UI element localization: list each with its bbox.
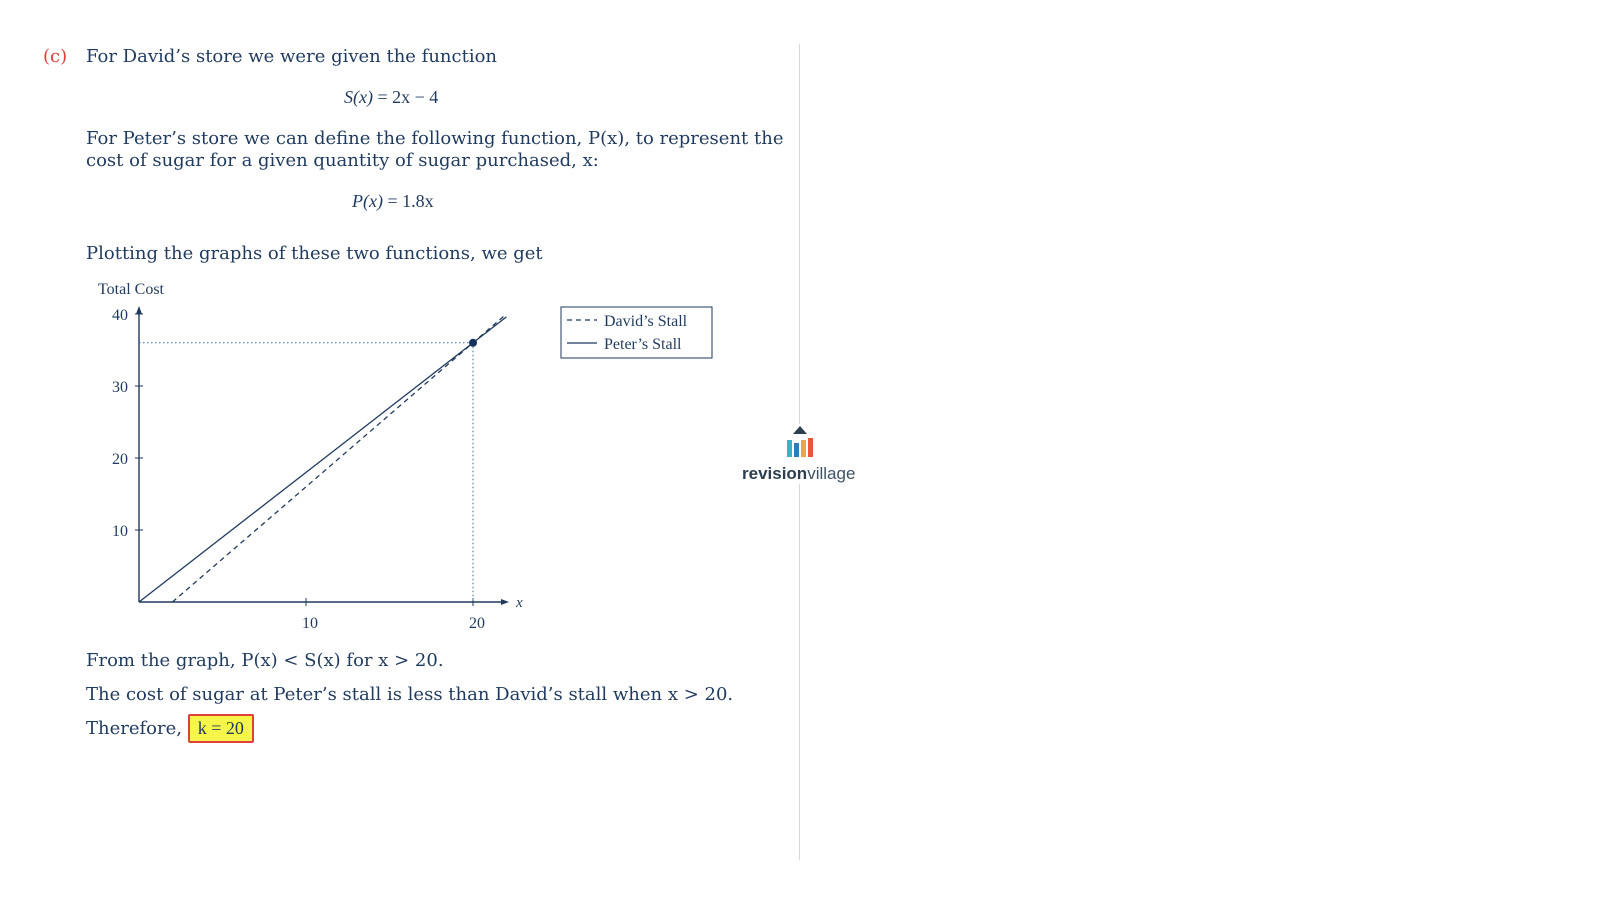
peter-line <box>139 317 506 602</box>
revision-village-logo <box>740 424 860 484</box>
answer-box <box>188 714 254 743</box>
peter-line-1: For Peter’s store we can define the following function, P(x), to represent the <box>86 128 784 149</box>
y-tick-label-30: 30 <box>112 379 128 396</box>
conclusion <box>86 714 254 743</box>
y-tick-label-40: 40 <box>112 307 128 324</box>
x-tick-label-20: 20 <box>469 615 485 632</box>
y-axis-label: Total Cost <box>98 281 164 298</box>
david-line <box>172 314 506 602</box>
legend-peter-label: Peter’s Stall <box>604 336 682 353</box>
equation-p-lhs: P(x) <box>352 191 383 211</box>
equation-p <box>352 191 434 212</box>
from-graph-text: From the graph, P(x) < S(x) for x > 20. <box>86 650 444 671</box>
equation-s-rhs: = 2x − 4 <box>377 87 439 107</box>
cost-chart <box>0 270 760 650</box>
intro-text: For David’s store we were given the function <box>86 46 498 67</box>
x-tick-label-10: 10 <box>302 615 318 632</box>
y-tick-label-10: 10 <box>112 523 128 540</box>
x-axis-arrow <box>501 599 509 605</box>
plotting-text: Plotting the graphs of these two functions, we get <box>86 243 543 264</box>
therefore-text: Therefore, <box>86 718 182 739</box>
x-axis-label: x <box>516 595 523 611</box>
y-axis-arrow <box>136 306 142 314</box>
logo-text-light: village <box>807 464 856 483</box>
equation-s <box>344 87 438 108</box>
part-label: (c) <box>43 46 68 67</box>
legend-david-label: David’s Stall <box>604 313 688 330</box>
intersection-point <box>469 339 477 347</box>
answer-value: k = 20 <box>197 718 244 738</box>
peter-line-2: cost of sugar for a given quantity of sugar purchased, x: <box>86 150 599 171</box>
cost-sentence: The cost of sugar at Peter’s stall is less than David’s stall when x > 20. <box>86 684 734 705</box>
logo-text <box>742 464 855 484</box>
logo-mark-icon <box>740 424 860 460</box>
equation-p-rhs: = 1.8x <box>387 191 434 211</box>
y-tick-label-20: 20 <box>112 451 128 468</box>
equation-s-lhs: S(x) <box>344 87 373 107</box>
logo-text-bold: revision <box>742 464 808 483</box>
